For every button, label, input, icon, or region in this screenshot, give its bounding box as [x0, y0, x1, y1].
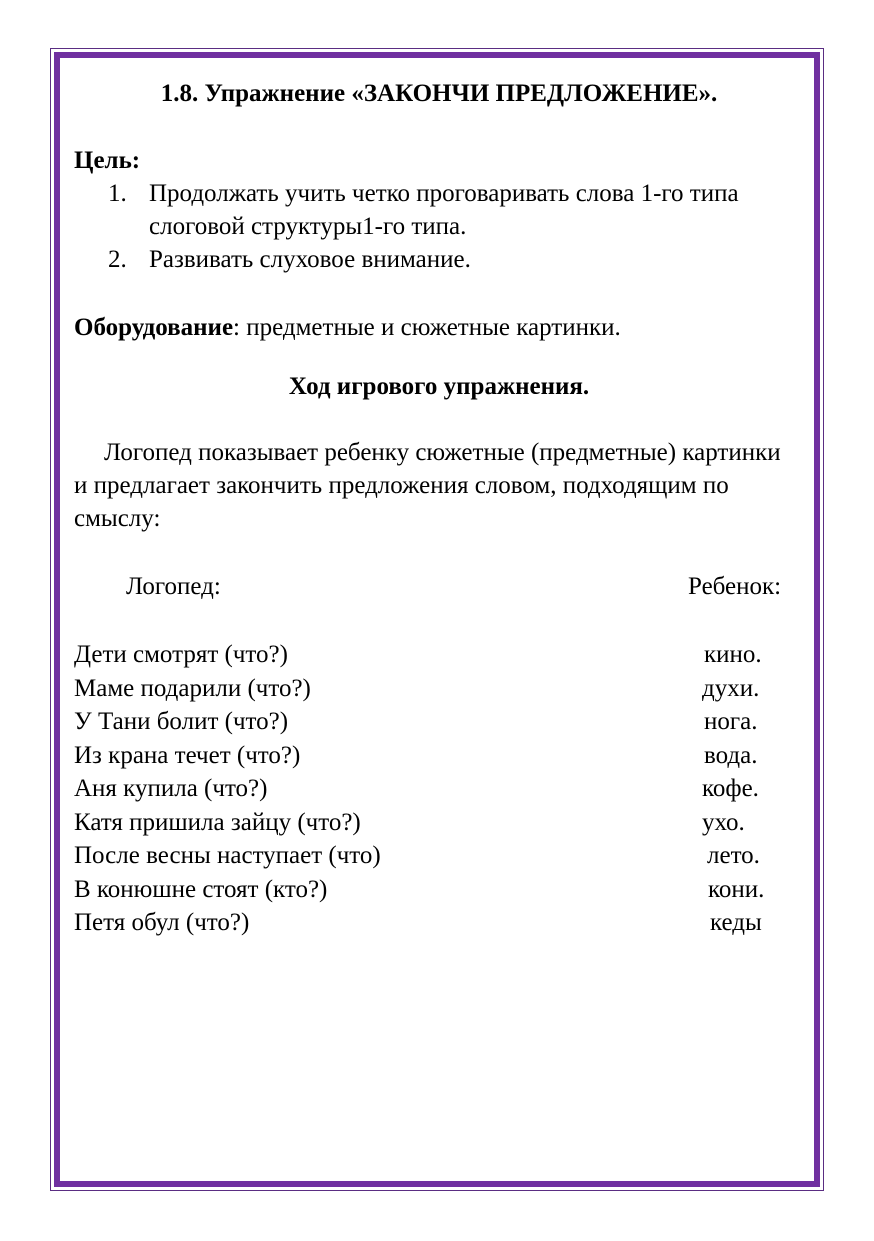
procedure-heading: Ход игрового упражнения. — [288, 373, 590, 400]
column-header-speech-therapist: Логопед: — [126, 573, 221, 600]
sentence-prompt: Из крана течет (что?) — [74, 741, 301, 769]
sentence-prompt: Катя пришила зайцу (что?) — [74, 808, 361, 836]
sentence-prompt: Петя обул (что?) — [74, 909, 250, 936]
sentence-answer: кони. — [708, 875, 765, 903]
sentence-row — [74, 705, 804, 739]
sentence-list — [74, 638, 804, 940]
sentence-prompt: После весны наступает (что) — [74, 842, 381, 869]
sentence-answer: нога. — [704, 708, 758, 735]
sentence-answer: ухо. — [702, 808, 745, 836]
goal-item-2-number: 2. — [108, 246, 127, 273]
sentence-row — [74, 906, 804, 940]
sentence-answer: духи. — [702, 674, 760, 702]
sentence-prompt: В конюшне стоят (кто?) — [74, 875, 328, 903]
sentence-prompt: Аня купила (что?) — [74, 775, 268, 802]
sentence-answer: лето. — [707, 842, 760, 869]
goal-item-1-number: 1. — [108, 180, 127, 207]
sentence-row — [74, 839, 804, 873]
sentence-answer: кеды — [710, 909, 762, 936]
goal-label: Цель: — [74, 147, 141, 174]
equipment-line — [74, 311, 621, 344]
sentence-answer: вода. — [704, 741, 758, 769]
sentence-prompt: Дети смотрят (что?) — [74, 641, 288, 668]
intro-paragraph: Логопед показывает ребенку сюжетные (предметные) картинки и предлагает закончить предложения словом, подходящим по смыслу: — [74, 439, 781, 532]
goal-item-2 — [74, 243, 804, 276]
sentence-answer: кино. — [704, 641, 762, 668]
sentence-row — [74, 638, 804, 672]
sentence-row — [74, 672, 804, 706]
goal-item-2-text: Развивать слуховое внимание. — [149, 246, 471, 273]
goal-item-1-text: Продолжать учить четко проговаривать слова 1-го типа слоговой структуры1-го типа. — [149, 180, 739, 240]
equipment-label: Оборудование — [74, 314, 234, 341]
column-header-child: Ребенок: — [688, 573, 782, 600]
sentence-row — [74, 772, 804, 806]
goal-list — [74, 177, 804, 276]
sentence-prompt: У Тани болит (что?) — [74, 708, 289, 735]
sentence-row — [74, 873, 804, 907]
exercise-title: 1.8. Упражнение «ЗАКОНЧИ ПРЕДЛОЖЕНИЕ». — [160, 80, 718, 107]
sentence-answer: кофе. — [702, 775, 759, 802]
equipment-text: : предметные и сюжетные картинки. — [233, 314, 621, 341]
sentence-row — [74, 806, 804, 840]
goal-item-1 — [74, 177, 804, 243]
sentence-row — [74, 739, 804, 773]
sentence-prompt: Маме подарили (что?) — [74, 674, 311, 702]
